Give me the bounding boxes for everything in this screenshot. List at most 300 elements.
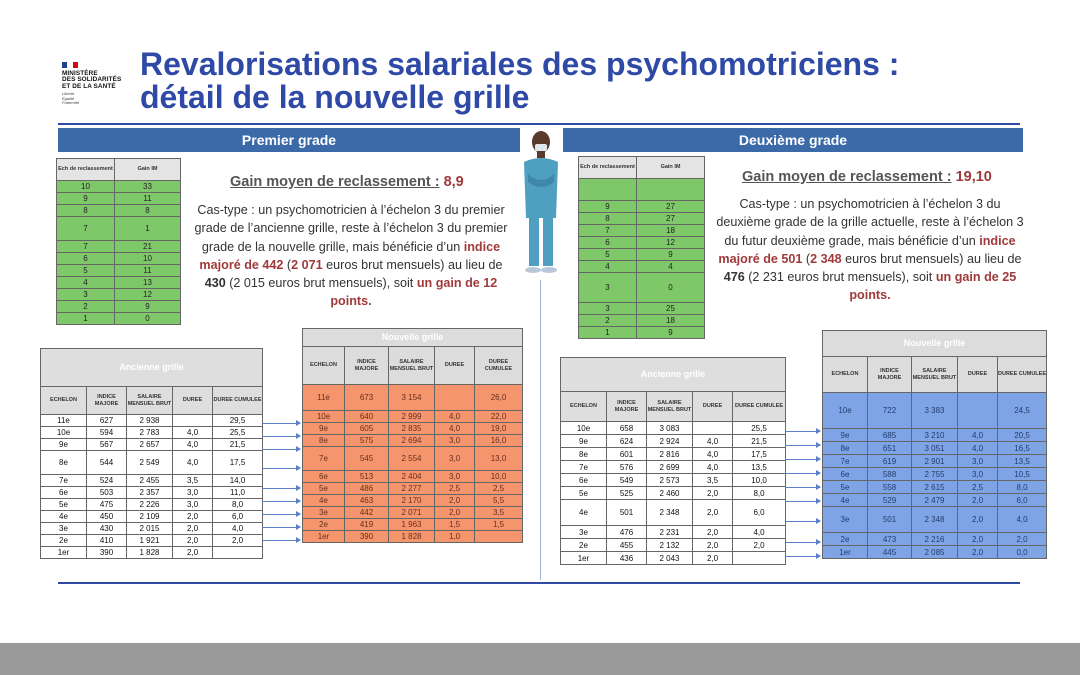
table-cell: [475, 531, 523, 543]
table-cell: 6,0: [998, 494, 1047, 507]
table-cell: 567: [87, 439, 127, 451]
table-cell: 5e: [561, 487, 607, 500]
table-cell: 7: [579, 225, 637, 237]
case-text: Cas-type : un psychomotricien à l’échelon 3 du premier grade de l’ancienne grille, reste à l’échelon 3 du premier grade de la nouvelle grille, mais bénéficie d’un: [194, 203, 508, 254]
table-cell: 2e: [303, 519, 345, 531]
table-row: [57, 217, 181, 241]
table-cell: 3,0: [435, 435, 475, 447]
table-cell: 501: [607, 500, 647, 526]
table-cell: 2,0: [693, 487, 733, 500]
table-row: [57, 289, 181, 301]
table-cell: 20,5: [998, 429, 1047, 442]
table-cell: 575: [345, 435, 389, 447]
mapping-arrow: [785, 445, 820, 446]
mapping-arrow: [262, 514, 300, 515]
table-row: [561, 422, 786, 435]
table-cell: 2,0: [998, 533, 1047, 546]
table-row: [41, 499, 263, 511]
table-cell: 4,0: [435, 411, 475, 423]
table-cell: 2 479: [912, 494, 958, 507]
table-cell: 2e: [41, 535, 87, 547]
premier-gain-heading: [230, 174, 464, 190]
table-row: [579, 249, 705, 261]
table-cell: 588: [868, 468, 912, 481]
case-text: (2 231 euros brut mensuels), soit: [744, 270, 936, 285]
table-cell: 463: [345, 495, 389, 507]
table-cell: 27: [637, 213, 705, 225]
table-cell: 501: [868, 507, 912, 533]
table-cell: 16,5: [998, 442, 1047, 455]
table-cell: 1,0: [435, 531, 475, 543]
table-row: [57, 301, 181, 313]
table-row: [303, 435, 523, 447]
table-row: [579, 225, 705, 237]
table-row: [303, 519, 523, 531]
table-cell: 4,0: [693, 448, 733, 461]
table-cell: 25,5: [733, 422, 786, 435]
table-cell: 25,5: [213, 427, 263, 439]
table-row: [41, 415, 263, 427]
french-flag-icon: [62, 62, 78, 68]
table-cell: 6e: [41, 487, 87, 499]
table-cell: 2 999: [389, 411, 435, 423]
table-row: [561, 500, 786, 526]
table-cell: 2 277: [389, 483, 435, 495]
table-cell: 0: [115, 313, 181, 325]
table-cell: 4,0: [173, 451, 213, 475]
motto-word: Égalité: [62, 95, 75, 101]
table-cell: 10,5: [998, 468, 1047, 481]
table-row: [303, 483, 523, 495]
table-cell: 619: [868, 455, 912, 468]
column-header: INDICE MAJORE: [868, 357, 912, 393]
table-cell: 651: [868, 442, 912, 455]
table-cell: 8,0: [213, 499, 263, 511]
table-cell: 513: [345, 471, 389, 483]
table-row: [303, 471, 523, 483]
table-row: [561, 539, 786, 552]
table-cell: 2,0: [173, 511, 213, 523]
table-cell: 2 043: [647, 552, 693, 565]
table-cell: 3: [579, 273, 637, 303]
column-header: DUREE: [435, 347, 475, 385]
table-cell: 13,5: [733, 461, 786, 474]
table-cell: 7e: [303, 447, 345, 471]
table-cell: 4,0: [173, 439, 213, 451]
case-highlight: 2 348: [810, 251, 842, 266]
table-cell: 3e: [561, 526, 607, 539]
table-cell: 10e: [561, 422, 607, 435]
table-cell: 419: [345, 519, 389, 531]
table-cell: 8e: [303, 435, 345, 447]
table-cell: 2 694: [389, 435, 435, 447]
table-cell: 8e: [41, 451, 87, 475]
table-cell: 2 573: [647, 474, 693, 487]
table-row: [57, 193, 181, 205]
table-cell: 2,0: [958, 546, 998, 559]
table-cell: 2 348: [912, 507, 958, 533]
table-row: [303, 385, 523, 411]
table-cell: 7: [57, 217, 115, 241]
table-cell: 4: [637, 261, 705, 273]
table-row: [579, 327, 705, 339]
table-row: [303, 447, 523, 471]
case-highlight: indice majoré de 442: [199, 239, 501, 272]
table-row: [823, 507, 1047, 533]
table-cell: 410: [87, 535, 127, 547]
gain-label: Gain moyen de reclassement :: [742, 169, 952, 185]
table-cell: 1er: [561, 552, 607, 565]
table-cell: 4,0: [173, 427, 213, 439]
table-row: [561, 448, 786, 461]
table-row: [823, 468, 1047, 481]
title-line-2: détail de la nouvelle grille: [140, 79, 530, 115]
table-row: [303, 495, 523, 507]
center-divider: [540, 280, 541, 580]
case-text: Cas-type : un psychomotricien à l’échelon 3 du deuxième grade de la grille actuelle, reste à l’échelon 3 du futur deuxième grade, mais bénéficie d’un: [716, 197, 1024, 248]
table-cell: 2 924: [647, 435, 693, 448]
case-text: (: [802, 251, 811, 266]
table-cell: 3,5: [475, 507, 523, 519]
table-cell: 2,0: [958, 507, 998, 533]
table-row: [41, 547, 263, 559]
table-cell: 3 154: [389, 385, 435, 411]
table-cell: 1 828: [389, 531, 435, 543]
column-header: DUREE CUMULEE: [475, 347, 523, 385]
table-cell: 2 226: [127, 499, 173, 511]
table-cell: 3e: [823, 507, 868, 533]
table-cell: 3 383: [912, 393, 958, 429]
mapping-arrow: [262, 436, 300, 437]
table-cell: 9e: [823, 429, 868, 442]
table-cell: 2 549: [127, 451, 173, 475]
table-row: [41, 523, 263, 535]
column-header: DUREE CUMULEE: [733, 392, 786, 422]
table-row: [57, 205, 181, 217]
table-cell: 9e: [41, 439, 87, 451]
table-cell: 3,0: [958, 455, 998, 468]
table-cell: 0,0: [998, 546, 1047, 559]
professional-figure-icon: [516, 128, 566, 278]
table-cell: 8,0: [733, 487, 786, 500]
table-cell: 545: [345, 447, 389, 471]
table-cell: 1 921: [127, 535, 173, 547]
table-cell: 13,0: [475, 447, 523, 471]
table-cell: 10: [115, 253, 181, 265]
table-cell: 2 231: [647, 526, 693, 539]
mapping-arrow: [262, 527, 300, 528]
table-cell: 2 657: [127, 439, 173, 451]
table-cell: 0: [637, 273, 705, 303]
table-cell: 605: [345, 423, 389, 435]
table-row: [561, 474, 786, 487]
table-cell: 722: [868, 393, 912, 429]
premier-case-text: [192, 201, 510, 311]
table-cell: 3,0: [173, 487, 213, 499]
deuxieme-new-grid: [822, 330, 1047, 559]
table-cell: 3 051: [912, 442, 958, 455]
mapping-arrow: [262, 468, 300, 469]
table-row: [561, 526, 786, 539]
column-header: INDICE MAJORE: [87, 387, 127, 415]
column-header: ECHELON: [561, 392, 607, 422]
table-cell: 21: [115, 241, 181, 253]
table-cell: 7e: [41, 475, 87, 487]
table-cell: 12: [115, 289, 181, 301]
table-cell: 673: [345, 385, 389, 411]
table-cell: 4,0: [958, 442, 998, 455]
table-cell: 13,5: [998, 455, 1047, 468]
table-cell: 2,0: [435, 507, 475, 519]
table-row: [823, 429, 1047, 442]
table-cell: 2 015: [127, 523, 173, 535]
column-header: SALAIRE MENSUEL BRUT: [647, 392, 693, 422]
table-cell: 25: [637, 303, 705, 315]
table-cell: 525: [607, 487, 647, 500]
mapping-arrow: [785, 459, 820, 460]
table-cell: 3 083: [647, 422, 693, 435]
table-cell: 4,0: [958, 429, 998, 442]
case-text: (: [283, 257, 292, 272]
table-cell: 5,5: [475, 495, 523, 507]
case-value: 430: [204, 276, 226, 291]
table-cell: 3e: [41, 523, 87, 535]
table-cell: 10e: [303, 411, 345, 423]
table-cell: 624: [607, 435, 647, 448]
table-row: [561, 487, 786, 500]
bottom-rule: [58, 582, 1020, 584]
table-cell: 29,5: [213, 415, 263, 427]
table-cell: 9e: [561, 435, 607, 448]
table-cell: 4,0: [435, 423, 475, 435]
table-cell: 18: [637, 315, 705, 327]
table-cell: 3,0: [173, 499, 213, 511]
table-cell: 10e: [823, 393, 868, 429]
case-value: 476: [723, 270, 745, 285]
table-cell: 2,0: [173, 523, 213, 535]
case-text: euros brut mensuels) au lieu de: [841, 251, 1022, 266]
table-row: [561, 552, 786, 565]
table-cell: 2 699: [647, 461, 693, 474]
column-header: INDICE MAJORE: [345, 347, 389, 385]
table-cell: 4,0: [733, 526, 786, 539]
table-cell: 5e: [303, 483, 345, 495]
table-cell: 5: [579, 249, 637, 261]
table-cell: 5: [57, 265, 115, 277]
column-header: DUREE: [958, 357, 998, 393]
column-header: INDICE MAJORE: [607, 392, 647, 422]
table-cell: 26,0: [475, 385, 523, 411]
table-cell: 22,0: [475, 411, 523, 423]
table-cell: 2,0: [958, 533, 998, 546]
premier-new-grid: [302, 328, 523, 543]
column-header: Ech de reclassement: [579, 157, 637, 179]
table-cell: 685: [868, 429, 912, 442]
ministry-name-line: ET DE LA SANTÉ: [62, 82, 116, 90]
ministry-name-line: MINISTÈRE: [62, 70, 98, 77]
table-cell: 6e: [823, 468, 868, 481]
table-cell: 17,5: [213, 451, 263, 475]
table-cell: 10,0: [475, 471, 523, 483]
mapping-arrow: [262, 488, 300, 489]
table-row: [41, 487, 263, 499]
table-cell: 544: [87, 451, 127, 475]
table-title: Nouvelle grille: [823, 331, 1047, 357]
table-cell: 2,0: [173, 535, 213, 547]
table-cell: 594: [87, 427, 127, 439]
table-cell: 2 783: [127, 427, 173, 439]
mapping-arrow: [785, 501, 820, 502]
table-cell: 2,0: [733, 539, 786, 552]
table-cell: 529: [868, 494, 912, 507]
table-cell: 7e: [561, 461, 607, 474]
table-cell: 6,0: [733, 500, 786, 526]
table-cell: 8: [115, 205, 181, 217]
table-cell: 4,0: [693, 461, 733, 474]
title-rule: [58, 123, 1020, 125]
table-cell: 21,5: [213, 439, 263, 451]
table-cell: 33: [115, 181, 181, 193]
table-cell: 4,0: [998, 507, 1047, 533]
column-header: SALAIRE MENSUEL BRUT: [389, 347, 435, 385]
table-cell: 2 835: [389, 423, 435, 435]
table-cell: 2: [57, 301, 115, 313]
table-row: [823, 494, 1047, 507]
mapping-arrow: [785, 556, 820, 557]
table-cell: 601: [607, 448, 647, 461]
table-row: [579, 315, 705, 327]
table-cell: 1er: [823, 546, 868, 559]
table-cell: 7: [57, 241, 115, 253]
table-title: Nouvelle grille: [303, 329, 523, 347]
case-highlight: indice majoré de 501: [718, 233, 1016, 266]
motto-word: Liberté: [62, 91, 75, 97]
case-text: (2 015 euros brut mensuels), soit: [225, 276, 417, 291]
table-row: [41, 511, 263, 523]
table-cell: 9: [115, 301, 181, 313]
table-cell: [173, 415, 213, 427]
table-cell: 2 357: [127, 487, 173, 499]
table-row: [823, 533, 1047, 546]
table-cell: 9: [579, 201, 637, 213]
table-cell: 8e: [823, 442, 868, 455]
column-header: ECHELON: [41, 387, 87, 415]
table-cell: 3,5: [693, 474, 733, 487]
table-cell: [733, 552, 786, 565]
premier-reclass-table: [56, 158, 181, 325]
table-row: [41, 451, 263, 475]
column-header: Gain IM: [637, 157, 705, 179]
table-cell: 2 901: [912, 455, 958, 468]
table-cell: [579, 179, 637, 201]
table-cell: 3e: [303, 507, 345, 519]
table-cell: 390: [87, 547, 127, 559]
table-cell: 1er: [303, 531, 345, 543]
table-row: [57, 181, 181, 193]
table-cell: 2 554: [389, 447, 435, 471]
table-row: [303, 411, 523, 423]
mapping-arrow: [785, 487, 820, 488]
table-cell: [637, 179, 705, 201]
table-cell: 2 455: [127, 475, 173, 487]
table-cell: 2 938: [127, 415, 173, 427]
table-row: [579, 237, 705, 249]
table-cell: 6: [579, 237, 637, 249]
table-cell: 2 071: [389, 507, 435, 519]
table-row: [579, 273, 705, 303]
table-cell: 10e: [41, 427, 87, 439]
table-row: [823, 481, 1047, 494]
table-cell: 3: [57, 289, 115, 301]
table-cell: 11e: [41, 415, 87, 427]
page-title: [140, 48, 1040, 114]
footer-bar: [0, 643, 1080, 675]
table-cell: 4,0: [213, 523, 263, 535]
table-cell: 3,0: [435, 471, 475, 483]
table-cell: 3 210: [912, 429, 958, 442]
table-row: [303, 531, 523, 543]
title-line-1: Revalorisations salariales des psychomotriciens :: [140, 46, 900, 82]
column-header: ECHELON: [823, 357, 868, 393]
table-row: [823, 393, 1047, 429]
table-cell: 8: [579, 213, 637, 225]
table-cell: 445: [868, 546, 912, 559]
table-cell: 13: [115, 277, 181, 289]
table-row: [57, 253, 181, 265]
table-cell: 11,0: [213, 487, 263, 499]
table-cell: 16,0: [475, 435, 523, 447]
table-cell: 2 816: [647, 448, 693, 461]
table-cell: 7e: [823, 455, 868, 468]
table-cell: 455: [607, 539, 647, 552]
table-cell: 4e: [41, 511, 87, 523]
column-header: DUREE: [173, 387, 213, 415]
table-cell: 18: [637, 225, 705, 237]
column-header: ECHELON: [303, 347, 345, 385]
table-cell: 390: [345, 531, 389, 543]
column-header: DUREE CUMULEE: [213, 387, 263, 415]
table-cell: 11e: [303, 385, 345, 411]
table-title: Ancienne grille: [41, 349, 263, 387]
table-title: Ancienne grille: [561, 358, 786, 392]
table-row: [57, 313, 181, 325]
table-cell: 2,0: [958, 494, 998, 507]
table-cell: 2,0: [693, 500, 733, 526]
table-cell: 6: [57, 253, 115, 265]
table-row: [41, 439, 263, 451]
table-cell: 11: [115, 265, 181, 277]
table-cell: 2,0: [173, 547, 213, 559]
table-cell: 6,0: [213, 511, 263, 523]
mapping-arrow: [262, 423, 300, 424]
mapping-arrow: [262, 540, 300, 541]
gain-value: 19,10: [955, 169, 992, 185]
table-cell: 1: [57, 313, 115, 325]
table-cell: 3,0: [435, 447, 475, 471]
table-cell: 2,0: [693, 552, 733, 565]
table-cell: 10: [57, 181, 115, 193]
table-row: [41, 475, 263, 487]
table-cell: 10,0: [733, 474, 786, 487]
table-row: [561, 461, 786, 474]
deuxieme-case-text: [714, 195, 1026, 305]
deuxieme-grade-banner: Deuxième grade: [563, 128, 1023, 152]
premier-grade-banner: Premier grade: [58, 128, 520, 152]
table-cell: 6e: [561, 474, 607, 487]
table-cell: 6e: [303, 471, 345, 483]
premier-old-grid: [40, 348, 263, 559]
column-header: DUREE CUMULEE: [998, 357, 1047, 393]
